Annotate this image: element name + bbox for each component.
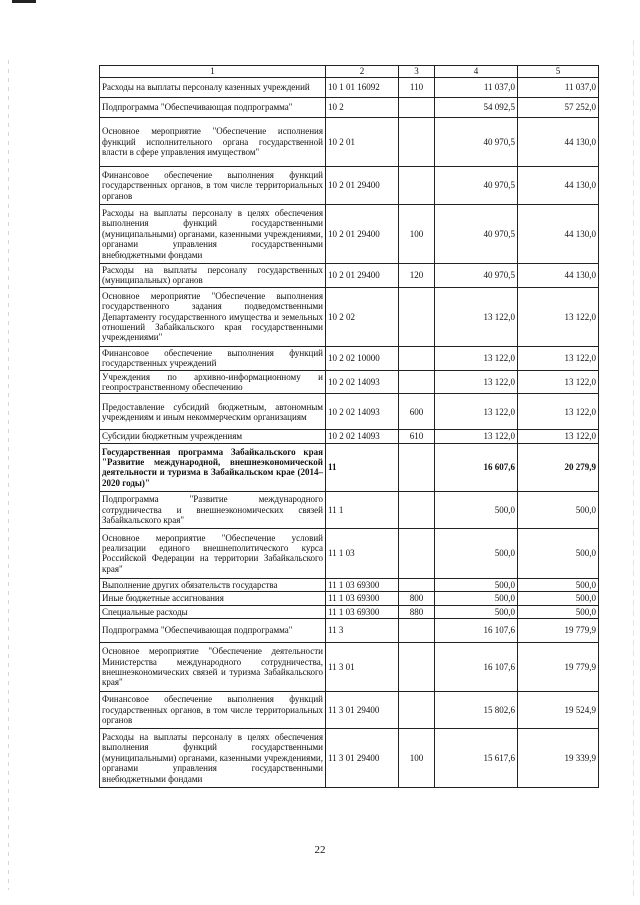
row-amount-year-2: 13 122,0	[518, 430, 599, 443]
row-amount-year-1: 500,0	[435, 592, 518, 605]
row-amount-year-2: 44 130,0	[518, 205, 599, 264]
row-code: 11 3 01 29400	[326, 692, 399, 729]
table-row	[100, 205, 599, 264]
row-amount-year-1: 11 037,0	[435, 78, 518, 98]
row-amount-year-1: 40 970,5	[435, 167, 518, 205]
row-expense-type	[399, 98, 435, 118]
row-amount-year-1: 500,0	[435, 578, 518, 591]
row-expense-type: 880	[399, 605, 435, 618]
row-amount-year-2: 500,0	[518, 491, 599, 528]
row-expense-type	[399, 692, 435, 729]
column-number: 3	[399, 66, 435, 78]
row-amount-year-1: 13 122,0	[435, 430, 518, 443]
table-row	[100, 394, 599, 430]
row-code: 11 1 03 69300	[326, 578, 399, 591]
table-row	[100, 287, 599, 346]
row-amount-year-2: 500,0	[518, 578, 599, 591]
table-row	[100, 264, 599, 288]
row-amount-year-1: 40 970,5	[435, 205, 518, 264]
row-name: Подпрограмма "Развитие международного сотрудничества и внешнеэкономических связей Забайкальского края"	[100, 491, 326, 528]
row-expense-type	[399, 528, 435, 578]
row-amount-year-2: 44 130,0	[518, 167, 599, 205]
row-amount-year-2: 19 779,9	[518, 619, 599, 643]
row-name: Подпрограмма "Обеспечивающая подпрограмма"	[100, 619, 326, 643]
row-amount-year-2: 44 130,0	[518, 264, 599, 288]
table-row	[100, 528, 599, 578]
row-name: Финансовое обеспечение выполнения функций государственных органов, в том числе территориальных органов	[100, 167, 326, 205]
row-amount-year-1: 500,0	[435, 605, 518, 618]
row-amount-year-2: 13 122,0	[518, 287, 599, 346]
row-amount-year-2: 500,0	[518, 592, 599, 605]
row-amount-year-2: 19 339,9	[518, 729, 599, 788]
row-name: Выполнение других обязательств государства	[100, 578, 326, 591]
row-expense-type: 600	[399, 394, 435, 430]
row-expense-type	[399, 619, 435, 643]
row-amount-year-1: 13 122,0	[435, 370, 518, 394]
row-expense-type	[399, 167, 435, 205]
table-row	[100, 692, 599, 729]
table-row	[100, 430, 599, 443]
table-row	[100, 346, 599, 370]
row-amount-year-1: 15 617,6	[435, 729, 518, 788]
row-code: 11 3 01	[326, 643, 399, 692]
row-amount-year-1: 15 802,6	[435, 692, 518, 729]
row-expense-type: 110	[399, 78, 435, 98]
row-code: 11 3 01 29400	[326, 729, 399, 788]
row-name: Иные бюджетные ассигнования	[100, 592, 326, 605]
row-code: 10 2 02 10000	[326, 346, 399, 370]
row-expense-type	[399, 643, 435, 692]
table-body	[100, 78, 599, 788]
row-code: 10 2 01 29400	[326, 167, 399, 205]
row-amount-year-2: 44 130,0	[518, 118, 599, 167]
row-expense-type	[399, 578, 435, 591]
row-name: Учреждения по архивно-информационному и геопространственному обеспечению	[100, 370, 326, 394]
table-row	[100, 98, 599, 118]
row-name: Основное мероприятие "Обеспечение условий реализации единого внешнеполитического курса Российской Федерации на территории Забайкальского края"	[100, 528, 326, 578]
column-number-row	[100, 66, 599, 78]
row-name: Подпрограмма "Обеспечивающая подпрограмма"	[100, 98, 326, 118]
row-amount-year-2: 500,0	[518, 605, 599, 618]
row-code: 10 2	[326, 98, 399, 118]
row-expense-type	[399, 118, 435, 167]
row-name: Расходы на выплаты персоналу государственных (муниципальных) органов	[100, 264, 326, 288]
row-name: Основное мероприятие "Обеспечение выполнения государственного задания подведомственными Департаменту государственного имущества и земельных отношений Забайкальского края государственными учреждениями"	[100, 287, 326, 346]
scan-corner-mark	[12, 0, 36, 3]
row-code: 10 1 01 16092	[326, 78, 399, 98]
row-name: Расходы на выплаты персоналу в целях обеспечения выполнения функций государственными (муниципальными) органами, казенными учреждениями, органами управления государственными внебюджетными фондами	[100, 729, 326, 788]
row-amount-year-2: 57 252,0	[518, 98, 599, 118]
row-code: 10 2 01 29400	[326, 205, 399, 264]
table-row	[100, 118, 599, 167]
row-amount-year-2: 13 122,0	[518, 346, 599, 370]
page-number: 22	[314, 844, 326, 856]
row-code: 10 2 01 29400	[326, 264, 399, 288]
row-name: Основное мероприятие "Обеспечение деятельности Министерства международного сотрудничества, внешнеэкономических связей и туризма Забайкальского края"	[100, 643, 326, 692]
table-row	[100, 605, 599, 618]
row-amount-year-1: 40 970,5	[435, 118, 518, 167]
row-name: Специальные расходы	[100, 605, 326, 618]
row-code: 10 2 02 14093	[326, 370, 399, 394]
table-row	[100, 729, 599, 788]
table-row	[100, 592, 599, 605]
row-amount-year-1: 13 122,0	[435, 287, 518, 346]
row-amount-year-1: 13 122,0	[435, 394, 518, 430]
row-expense-type	[399, 443, 435, 491]
row-code: 10 2 02 14093	[326, 394, 399, 430]
row-amount-year-2: 13 122,0	[518, 394, 599, 430]
row-amount-year-2: 13 122,0	[518, 370, 599, 394]
row-expense-type: 800	[399, 592, 435, 605]
row-amount-year-1: 16 107,6	[435, 619, 518, 643]
column-number: 1	[100, 66, 326, 78]
row-expense-type	[399, 346, 435, 370]
budget-table	[99, 65, 599, 788]
row-expense-type	[399, 287, 435, 346]
table-row	[100, 491, 599, 528]
row-expense-type: 100	[399, 205, 435, 264]
row-name: Основное мероприятие "Обеспечение исполнения функций исполнительного органа государственной власти в сфере управления имуществом"	[100, 118, 326, 167]
row-expense-type	[399, 491, 435, 528]
table-row	[100, 167, 599, 205]
row-code: 11 1 03	[326, 528, 399, 578]
row-name: Государственная программа Забайкальского края "Развитие международной, внешнеэкономической деятельности и туризма в Забайкальском крае (2014–2020 годы)"	[100, 443, 326, 491]
row-code: 10 2 01	[326, 118, 399, 167]
row-amount-year-1: 40 970,5	[435, 264, 518, 288]
row-amount-year-2: 19 779,9	[518, 643, 599, 692]
row-amount-year-1: 500,0	[435, 491, 518, 528]
row-name: Субсидии бюджетным учреждениям	[100, 430, 326, 443]
row-amount-year-1: 16 607,6	[435, 443, 518, 491]
row-code: 11 1 03 69300	[326, 605, 399, 618]
table-row	[100, 619, 599, 643]
row-amount-year-2: 20 279,9	[518, 443, 599, 491]
row-name: Финансовое обеспечение выполнения функций государственных учреждений	[100, 346, 326, 370]
row-amount-year-1: 54 092,5	[435, 98, 518, 118]
row-name: Предоставление субсидий бюджетным, автономным учреждениям и иным некоммерческим организациям	[100, 394, 326, 430]
row-expense-type	[399, 370, 435, 394]
row-amount-year-2: 11 037,0	[518, 78, 599, 98]
column-number: 5	[518, 66, 599, 78]
row-code: 10 2 02 14093	[326, 430, 399, 443]
table-row	[100, 643, 599, 692]
table-row	[100, 370, 599, 394]
row-expense-type: 610	[399, 430, 435, 443]
row-name: Финансовое обеспечение выполнения функций государственных органов, в том числе территориальных органов	[100, 692, 326, 729]
row-code: 11 3	[326, 619, 399, 643]
row-amount-year-1: 13 122,0	[435, 346, 518, 370]
column-number: 2	[326, 66, 399, 78]
row-code: 11 1	[326, 491, 399, 528]
table-row	[100, 443, 599, 491]
column-number: 4	[435, 66, 518, 78]
table-row	[100, 78, 599, 98]
row-amount-year-2: 500,0	[518, 528, 599, 578]
row-code: 11	[326, 443, 399, 491]
table-row	[100, 578, 599, 591]
scan-edge-right	[633, 40, 634, 900]
row-code: 11 1 03 69300	[326, 592, 399, 605]
row-amount-year-1: 500,0	[435, 528, 518, 578]
row-name: Расходы на выплаты персоналу казенных учреждений	[100, 78, 326, 98]
row-name: Расходы на выплаты персоналу в целях обеспечения выполнения функций государственными (муниципальными) органами, казенными учреждениями, органами управления государственными внебюджетными фондами	[100, 205, 326, 264]
row-amount-year-2: 19 524,9	[518, 692, 599, 729]
row-code: 10 2 02	[326, 287, 399, 346]
row-amount-year-1: 16 107,6	[435, 643, 518, 692]
row-expense-type: 100	[399, 729, 435, 788]
scan-edge-left	[8, 60, 9, 890]
row-expense-type: 120	[399, 264, 435, 288]
